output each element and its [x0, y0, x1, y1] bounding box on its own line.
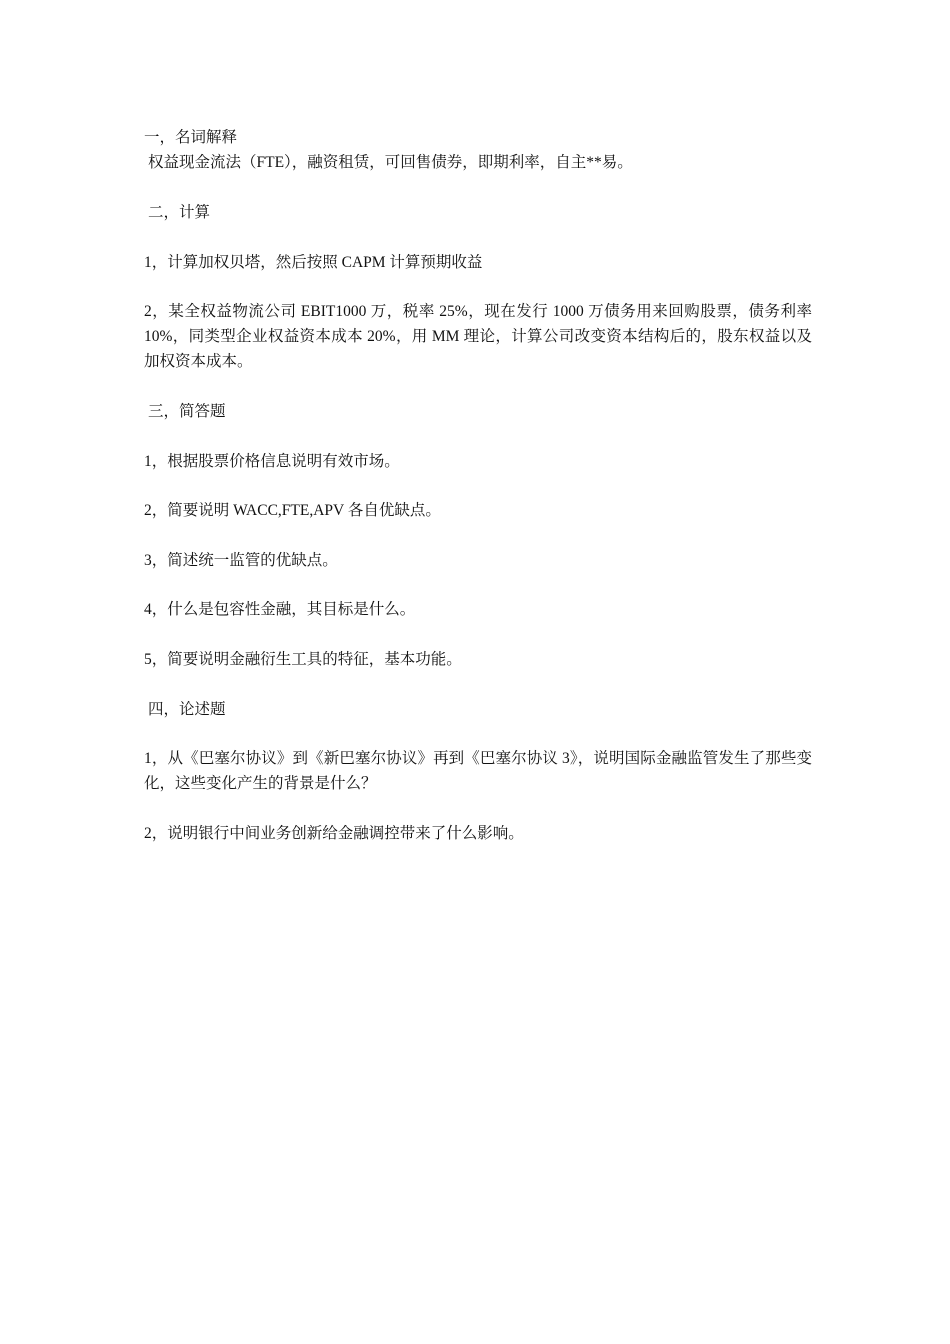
section-heading-short-answer: 三，简答题 [148, 403, 226, 420]
terms-list: 权益现金流法（FTE），融资租赁，可回售债券，即期利率，自主**易。 [148, 154, 633, 171]
section-heading-terms: 一，名词解释 [144, 129, 238, 146]
essay-question-2: 2，说明银行中间业务创新给金融调控带来了什么影响。 [144, 825, 524, 842]
short-answer-question-4: 4，什么是包容性金融，其目标是什么。 [144, 601, 416, 618]
short-answer-question-1: 1，根据股票价格信息说明有效市场。 [144, 453, 400, 470]
essay-question-1: 1，从《巴塞尔协议》到《新巴塞尔协议》再到《巴塞尔协议 3》，说明国际金融监管发生了那些变化，这些变化产生的背景是什么？ [144, 750, 812, 792]
short-answer-question-3: 3，简述统一监管的优缺点。 [144, 552, 338, 569]
section-heading-essay: 四，论述题 [148, 701, 226, 718]
calculation-question-1: 1，计算加权贝塔，然后按照 CAPM 计算预期收益 [144, 254, 483, 271]
calculation-question-2: 2，某全权益物流公司 EBIT1000 万，税率 25%，现在发行 1000 万债务用来回购股票，债务利率 10%，同类型企业权益资本成本 20%，用 MM 理论，计算公司改变资本结构后的，股东权益以及加权资本成本。 [144, 303, 812, 370]
section-heading-calculation: 二，计算 [148, 204, 211, 221]
short-answer-question-2: 2，简要说明 WACC,FTE,APV 各自优缺点。 [144, 502, 441, 519]
short-answer-question-5: 5，简要说明金融衍生工具的特征，基本功能。 [144, 651, 462, 668]
